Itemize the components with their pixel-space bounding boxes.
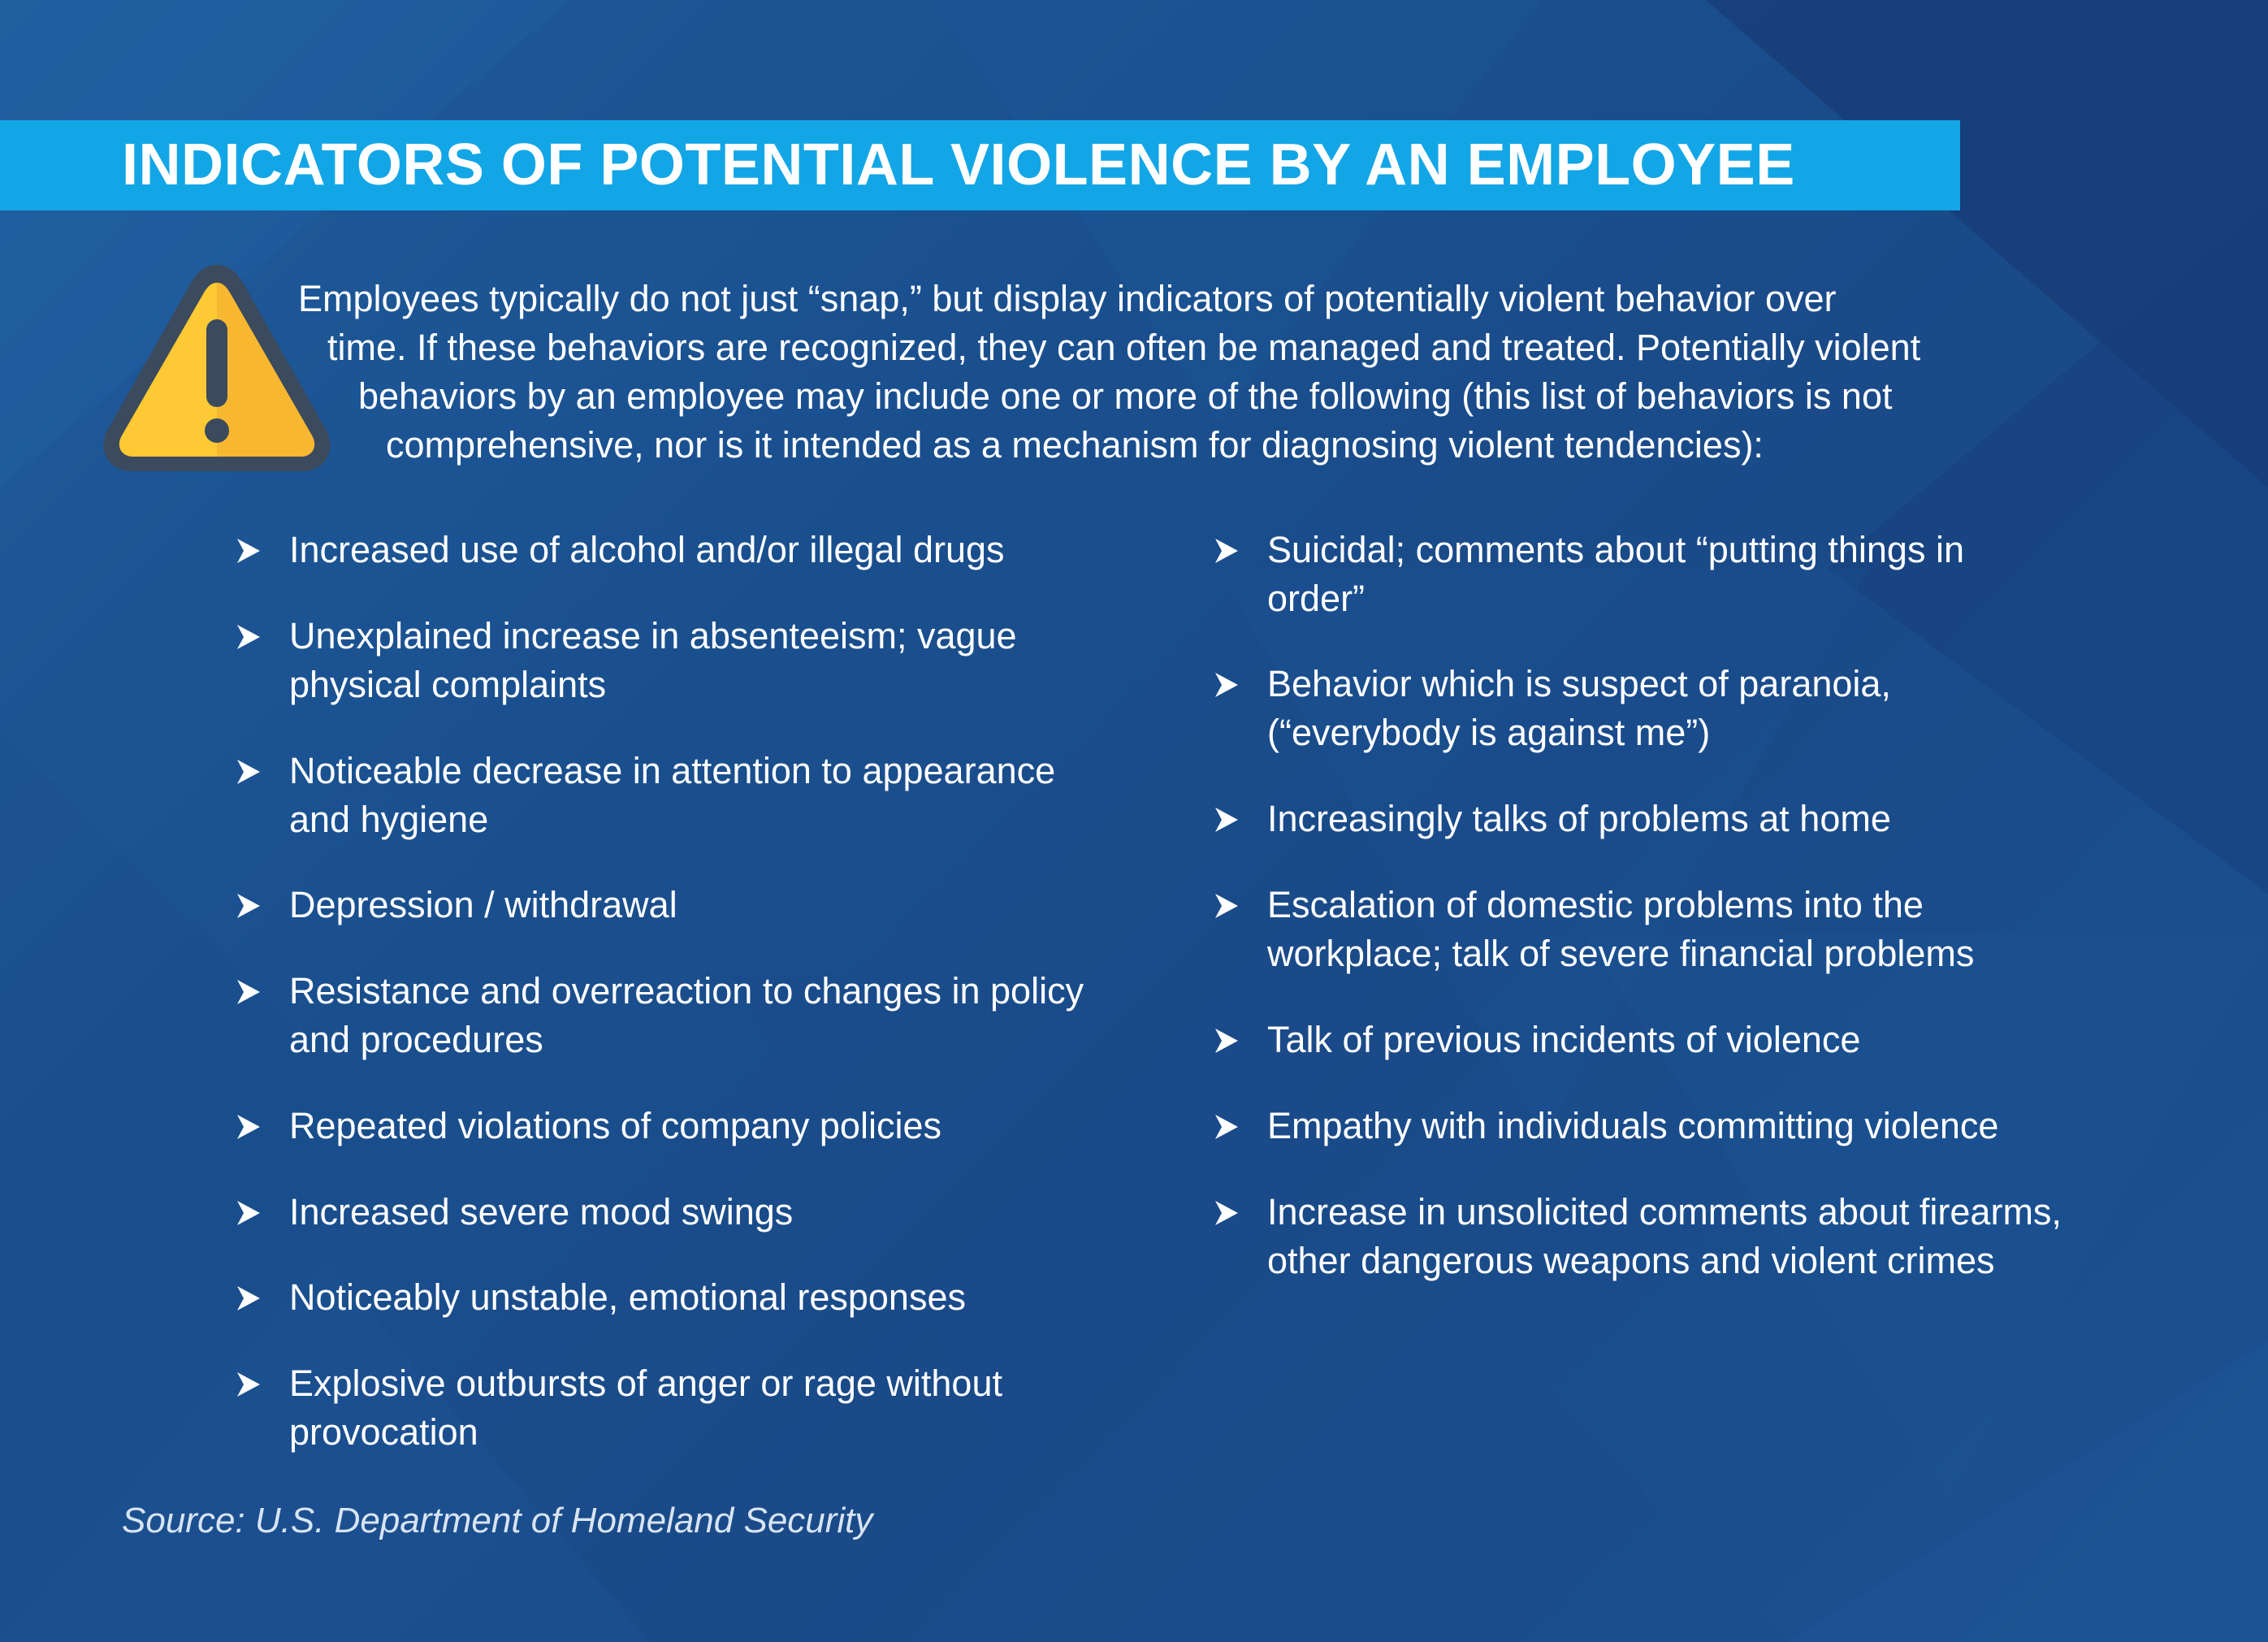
- chevron-right-icon: [234, 1199, 262, 1227]
- intro-line-2: time. If these behaviors are recognized, they can often be managed and treated. Potentially violent: [327, 327, 1921, 368]
- list-item-text: Explosive outbursts of anger or rage without provocation: [289, 1363, 1002, 1453]
- list-item-text: Noticeably unstable, emotional responses: [289, 1276, 966, 1318]
- list-item-text: Unexplained increase in absenteeism; vague physical complaints: [289, 615, 1017, 705]
- title-bar: [0, 120, 1960, 210]
- list-item-text: Behavior which is suspect of paranoia, (“everybody is against me”): [1267, 663, 1891, 753]
- intro-line-3: behaviors by an employee may include one or more of the following (this list of behaviors is not: [358, 375, 1893, 417]
- list-item-text: Repeated violations of company policies: [289, 1105, 941, 1146]
- page-title: INDICATORS OF POTENTIAL VIOLENCE BY AN EMPLOYEE: [122, 132, 1795, 197]
- intro-line-4: comprehensive, nor is it intended as a mechanism for diagnosing violent tendencies):: [386, 424, 1764, 466]
- list-item-text: Depression / withdrawal: [289, 884, 677, 925]
- intro-line-1: Employees typically do not just “snap,” but display indicators of potentially violent behavior over: [298, 278, 1837, 319]
- list-item-text: Resistance and overreaction to changes in policy and procedures: [289, 970, 1084, 1060]
- chevron-right-icon: [1212, 1113, 1240, 1141]
- list-item-text: Empathy with individuals committing violence: [1267, 1105, 1999, 1146]
- chevron-right-icon: [234, 1371, 262, 1398]
- chevron-right-icon: [1212, 537, 1240, 565]
- chevron-right-icon: [234, 1285, 262, 1312]
- chevron-right-icon: [234, 623, 262, 651]
- source-citation: Source: U.S. Department of Homeland Security: [122, 1501, 873, 1540]
- list-item-text: Increased use of alcohol and/or illegal drugs: [289, 529, 1005, 570]
- list-item-text: Suicidal; comments about “putting things in order”: [1267, 529, 1964, 619]
- list-item-text: Increasingly talks of problems at home: [1267, 798, 1891, 839]
- list-item-text: Increased severe mood swings: [289, 1191, 794, 1233]
- list-item-text: Increase in unsolicited comments about firearms, other dangerous weapons and violent crimes: [1267, 1191, 2062, 1281]
- chevron-right-icon: [1212, 892, 1240, 920]
- chevron-right-icon: [234, 1113, 262, 1141]
- chevron-right-icon: [1212, 806, 1240, 834]
- chevron-right-icon: [1212, 1027, 1240, 1055]
- chevron-right-icon: [234, 537, 262, 565]
- chevron-right-icon: [234, 892, 262, 920]
- chevron-right-icon: [1212, 671, 1240, 699]
- list-item-text: Talk of previous incidents of violence: [1267, 1019, 1861, 1060]
- chevron-right-icon: [234, 978, 262, 1006]
- chevron-right-icon: [1212, 1199, 1240, 1227]
- list-item-text: Escalation of domestic problems into the workplace; talk of severe financial problems: [1267, 884, 1975, 974]
- chevron-right-icon: [234, 758, 262, 786]
- list-item-text: Noticeable decrease in attention to appearance and hygiene: [289, 750, 1056, 840]
